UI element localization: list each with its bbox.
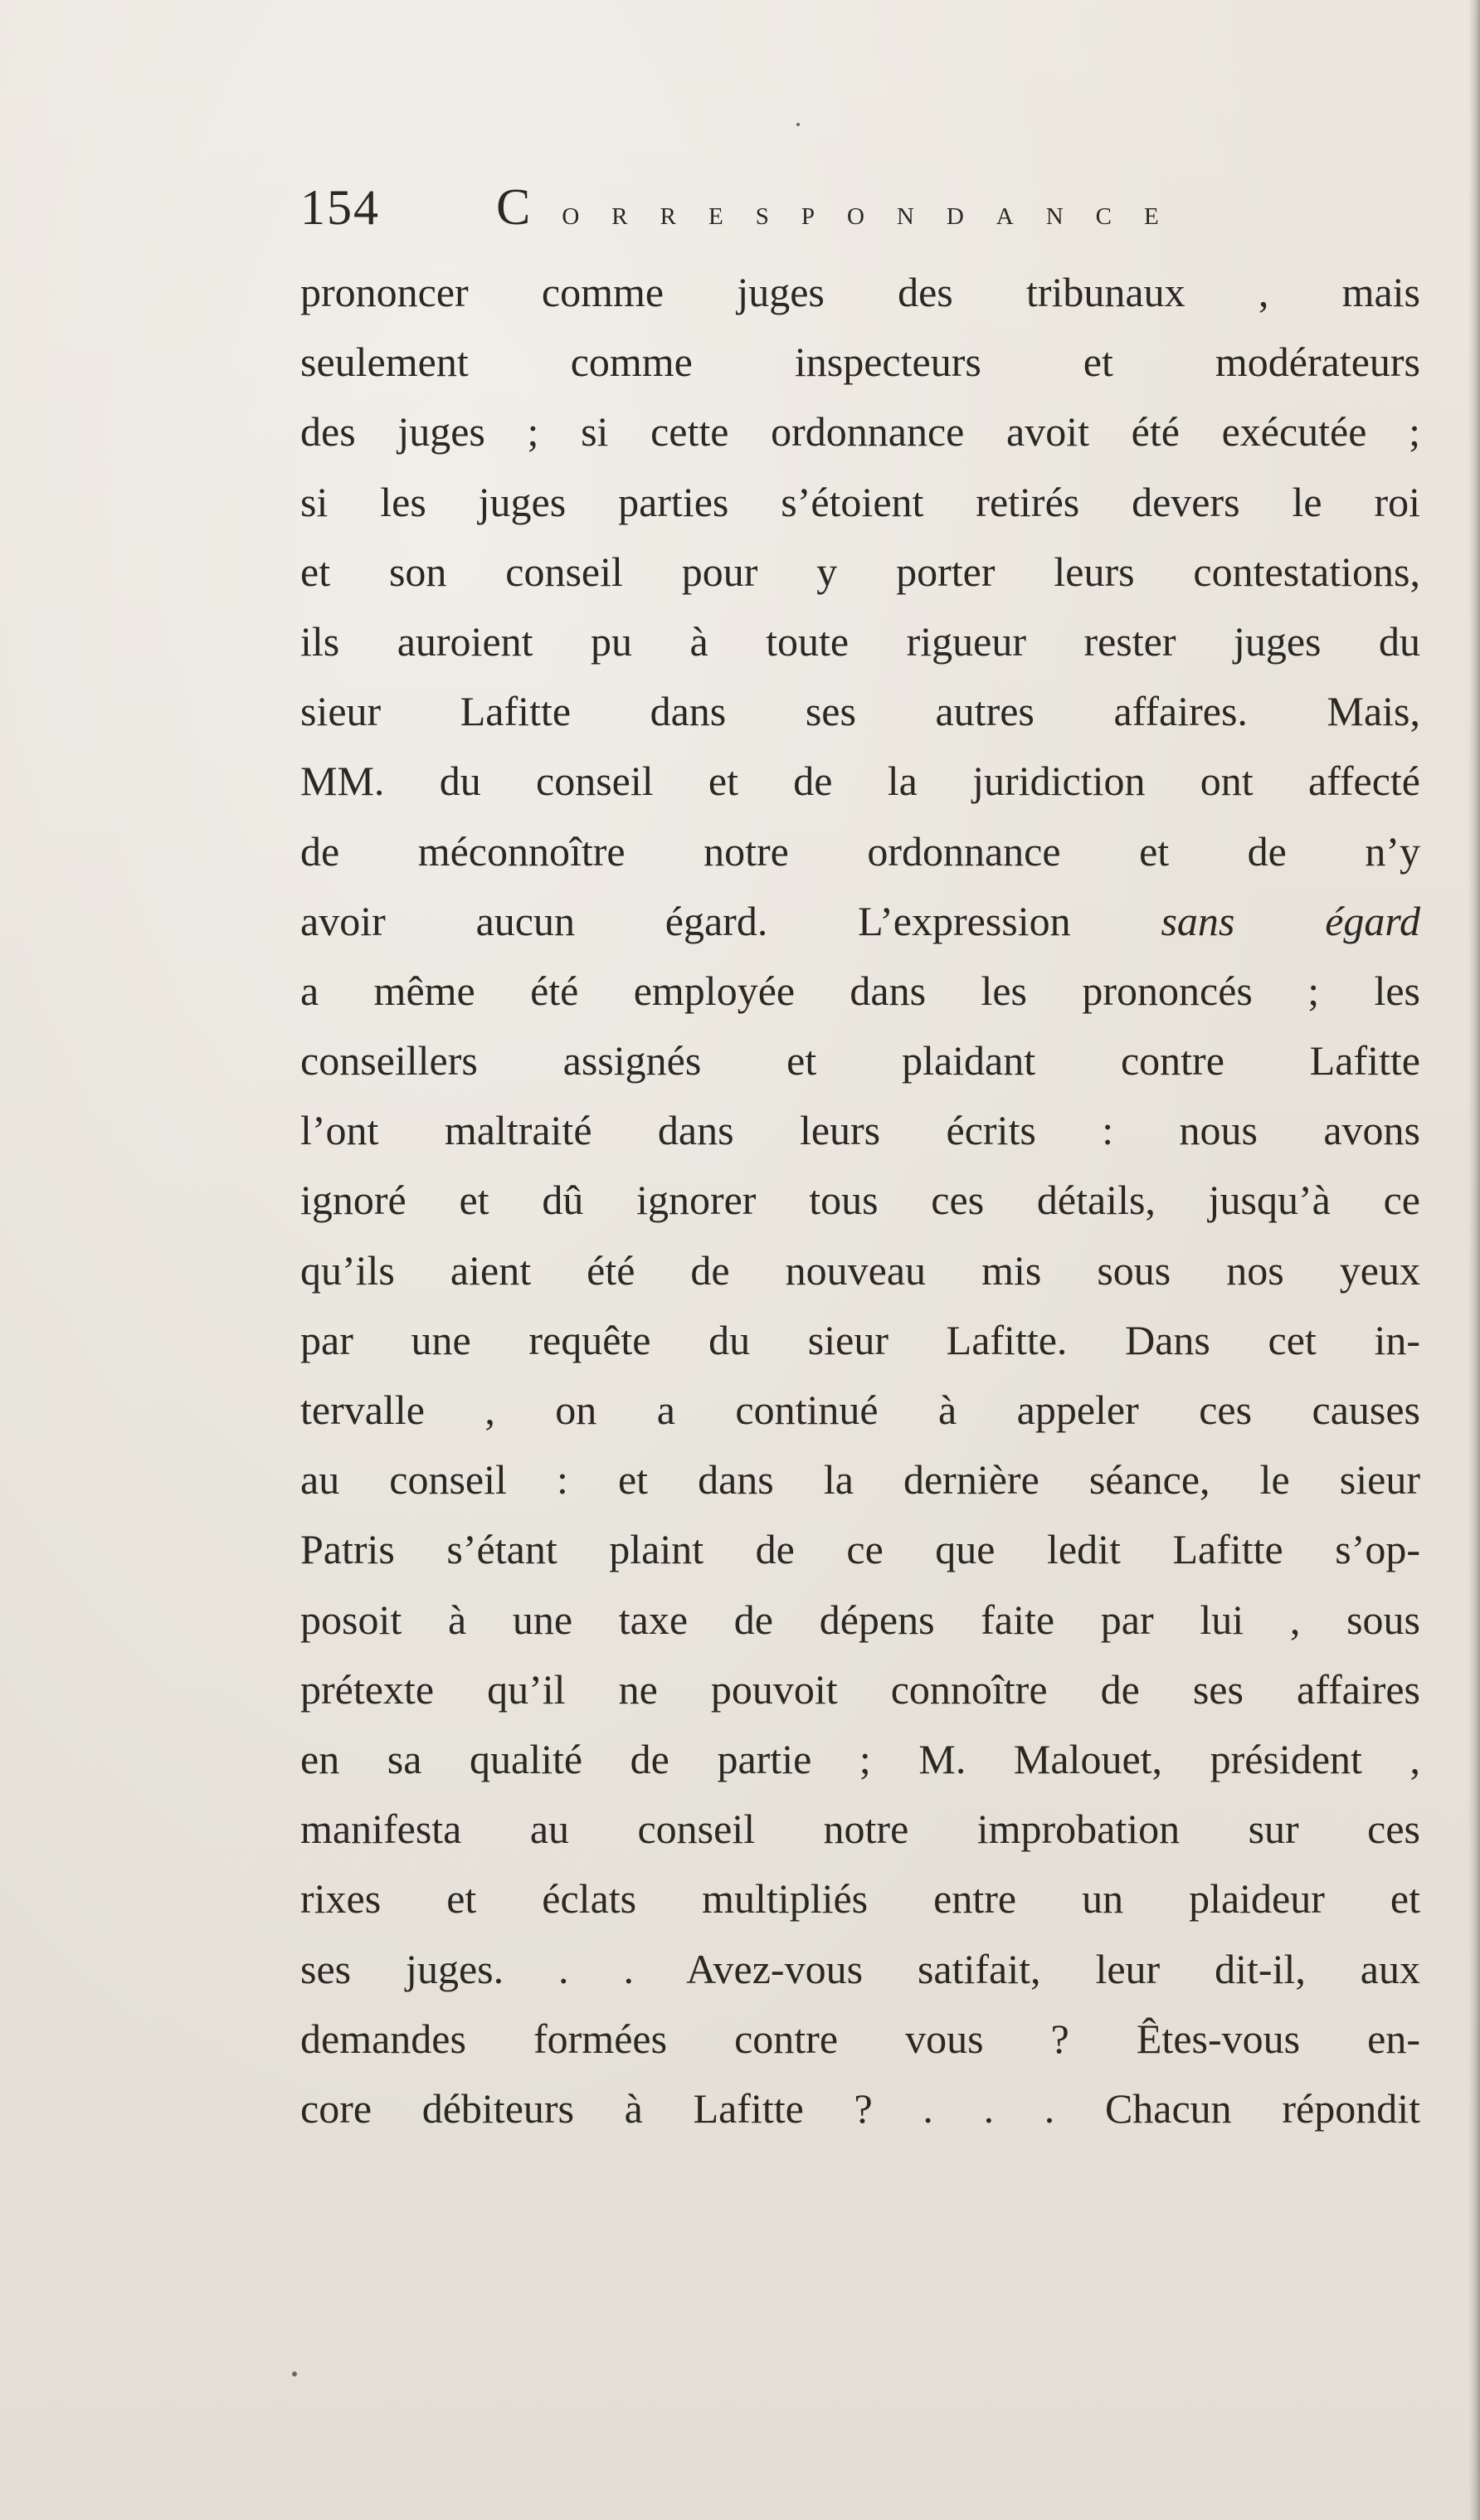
text-line (300, 397, 1420, 466)
text-line (300, 1445, 1420, 1514)
text-run: des juges ; si cette ordonnance avoit été exécutée ; (300, 408, 1420, 456)
text-run: prononcer comme juges des tribunaux , mais (300, 269, 1420, 315)
text-line (300, 1794, 1420, 1864)
text-run: demandes formées contre vous ? Êtes-vous en- (300, 2015, 1420, 2062)
text-run: tervalle , on a continué à appeler ces causes (300, 1387, 1420, 1433)
running-title-initial: C (496, 179, 562, 236)
text-line (300, 1585, 1420, 1655)
running-title (496, 170, 1191, 251)
paper-speck (292, 2371, 297, 2376)
page-header (300, 170, 1420, 245)
paper-speck (796, 123, 800, 126)
text-run: rixes et éclats multipliés entre un plaideur et (300, 1875, 1420, 1923)
text-run: qu’ils aient été de nouveau mis sous nos yeux (300, 1246, 1420, 1294)
text-line (300, 1934, 1420, 2004)
text-run: ses juges. . . Avez-vous satifait, leur dit-il, aux (300, 1945, 1420, 1992)
text-line (300, 1305, 1420, 1375)
running-title-rest: orrespondance (562, 194, 1191, 232)
text-run: l’ont maltraité dans leurs écrits : nous avons (300, 1107, 1420, 1154)
text-line (300, 2074, 1420, 2143)
text-line (300, 537, 1420, 607)
text-line (300, 1165, 1420, 1235)
text-line (300, 1655, 1420, 1724)
text-run: core débiteurs à Lafitte ? . . . Chacun répondit (300, 2084, 1420, 2132)
text-run: en sa qualité de partie ; M. Malouet, président , (300, 1735, 1420, 1782)
text-run: sieur Lafitte dans ses autres affaires. Mais, (300, 688, 1420, 735)
text-run: et son conseil pour y porter leurs contestations, (300, 548, 1420, 595)
text-line (300, 1375, 1420, 1445)
text-line (300, 1724, 1420, 1794)
text-run: si les juges parties s’étoient retirés devers le roi (300, 478, 1420, 525)
text-run: prétexte qu’il ne pouvoit connoître de ses affaires (300, 1665, 1420, 1713)
page-number: 154 (300, 180, 380, 235)
text-line (300, 956, 1420, 1026)
text-line (300, 1864, 1420, 1933)
text-run: seulement comme inspecteurs et modérateurs (300, 339, 1420, 386)
italic-text: sans égard (1161, 897, 1420, 944)
text-run: de méconnoître notre ordonnance et de n’y (300, 827, 1420, 875)
text-line (300, 467, 1420, 537)
text-line (300, 327, 1420, 397)
text-run: MM. du conseil et de la juridiction ont affecté (300, 758, 1420, 805)
text-run: avoir aucun égard. L’expression (300, 897, 1161, 944)
body-text (300, 257, 1420, 2143)
text-line (300, 816, 1420, 886)
text-run: conseillers assignés et plaidant contre Lafitte (300, 1037, 1420, 1085)
text-line (300, 1236, 1420, 1305)
text-run: ignoré et dû ignorer tous ces détails, jusqu’à ce (300, 1177, 1420, 1224)
text-line (300, 746, 1420, 816)
text-line (300, 1514, 1420, 1584)
text-run: manifesta au conseil notre improbation sur ces (300, 1806, 1420, 1853)
text-line (300, 607, 1420, 676)
text-line (300, 1026, 1420, 1095)
text-run: au conseil : et dans la dernière séance, le sieur (300, 1456, 1420, 1504)
text-run: ils auroient pu à toute rigueur rester juges du (300, 617, 1420, 665)
text-run: par une requête du sieur Lafitte. Dans cet in- (300, 1316, 1420, 1363)
text-run: a même été employée dans les prononcés ; les (300, 967, 1420, 1014)
text-run: Patris s’étant plaint de ce que ledit Lafitte s’op- (300, 1526, 1420, 1573)
text-line (300, 886, 1420, 956)
text-line (300, 676, 1420, 746)
text-run: posoit à une taxe de dépens faite par lui , sous (300, 1596, 1420, 1643)
text-line (300, 257, 1420, 327)
text-line (300, 1095, 1420, 1165)
page-edge-shadow (1468, 0, 1480, 2520)
text-line (300, 2004, 1420, 2074)
